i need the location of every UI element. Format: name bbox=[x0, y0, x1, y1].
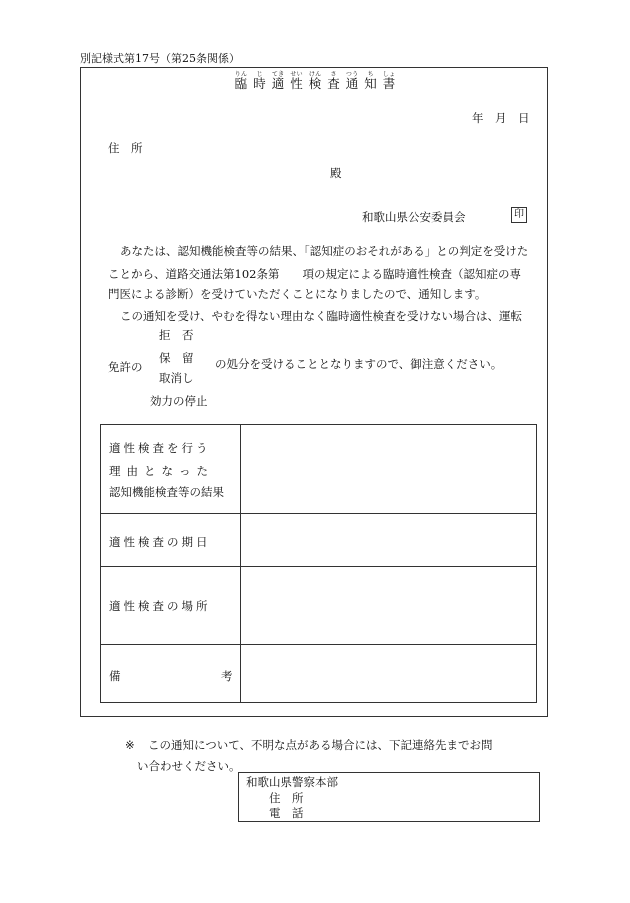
title-char: 時じ bbox=[253, 71, 266, 91]
reason-label-3: 認知機能検査等の結果 bbox=[109, 485, 224, 499]
title-furigana: せい bbox=[290, 71, 303, 78]
title-furigana: さ bbox=[327, 71, 340, 78]
contact-org: 和歌山県警察本部 bbox=[246, 775, 338, 789]
title-char: 性せい bbox=[290, 71, 303, 91]
note-line-2: い合わせください。 bbox=[137, 759, 241, 773]
note-line-1: この通知について、不明な点がある場合には、下記連絡先までお問 bbox=[148, 738, 493, 752]
title-furigana: りん bbox=[234, 71, 248, 78]
contact-address-label: 住 所 bbox=[269, 791, 304, 805]
title-furigana: しょ bbox=[382, 71, 396, 78]
remarks-value-cell[interactable] bbox=[241, 645, 536, 702]
title-furigana: けん bbox=[308, 71, 322, 78]
option-refuse: 拒 否 bbox=[159, 328, 194, 342]
title-furigana: じ bbox=[253, 71, 266, 78]
date-label: 適性検査の期日 bbox=[109, 535, 211, 549]
title-char: 知ち bbox=[364, 71, 377, 91]
seal-mark: 印 bbox=[511, 207, 527, 223]
contact-box bbox=[238, 772, 540, 822]
note-mark: ※ bbox=[125, 738, 135, 752]
document-title bbox=[0, 71, 630, 92]
issuer-name: 和歌山県公安委員会 bbox=[362, 210, 466, 224]
title-char: 書しょ bbox=[382, 71, 396, 91]
license-label: 免許の bbox=[108, 360, 143, 374]
title-furigana: つう bbox=[345, 71, 359, 78]
reason-label-1: 適性検査を行う bbox=[109, 441, 211, 455]
form-number-label: 別記様式第17号（第25条関係） bbox=[80, 52, 240, 65]
option-suspend: 保 留 bbox=[159, 351, 194, 365]
body-line-1: あなたは、認知機能検査等の結果、「認知症のおそれがある」との判定を受けた bbox=[120, 244, 529, 258]
date-value-cell[interactable] bbox=[241, 514, 536, 566]
title-char: 通つう bbox=[345, 71, 359, 91]
title-furigana: てき bbox=[271, 71, 285, 78]
penalty-text: の処分を受けることとなりますので、御注意ください。 bbox=[215, 357, 503, 371]
place-label: 適性検査の場所 bbox=[109, 599, 211, 613]
place-value-cell[interactable] bbox=[241, 567, 536, 644]
honorific-label: 殿 bbox=[330, 166, 342, 180]
title-char: 査さ bbox=[327, 71, 340, 91]
title-char: 臨りん bbox=[234, 71, 248, 91]
title-char: 検けん bbox=[308, 71, 322, 91]
body-line-3: 門医による診断）を受けていただくことになりましたので、通知します。 bbox=[108, 287, 487, 301]
inspection-table bbox=[100, 424, 537, 703]
contact-phone-label: 電 話 bbox=[269, 806, 304, 820]
address-label: 住 所 bbox=[108, 141, 143, 155]
title-char: 適てき bbox=[271, 71, 285, 91]
remarks-label-2: 考 bbox=[221, 669, 233, 683]
title-furigana: ち bbox=[364, 71, 377, 78]
date-line: 年 月 日 bbox=[472, 111, 530, 125]
body-line-2: ことから、道路交通法第102条第 項の規定による臨時適性検査（認知症の専 bbox=[108, 267, 521, 281]
remarks-label-1: 備 bbox=[109, 669, 121, 683]
reason-label-2: 理由となった bbox=[109, 464, 214, 478]
option-revoke: 取消し bbox=[159, 371, 194, 385]
reason-value-cell[interactable] bbox=[241, 425, 536, 513]
option-cessation: 効力の停止 bbox=[150, 394, 208, 408]
body-line-4: この通知を受け、やむを得ない理由なく臨時適性検査を受けない場合は、運転 bbox=[120, 309, 523, 323]
